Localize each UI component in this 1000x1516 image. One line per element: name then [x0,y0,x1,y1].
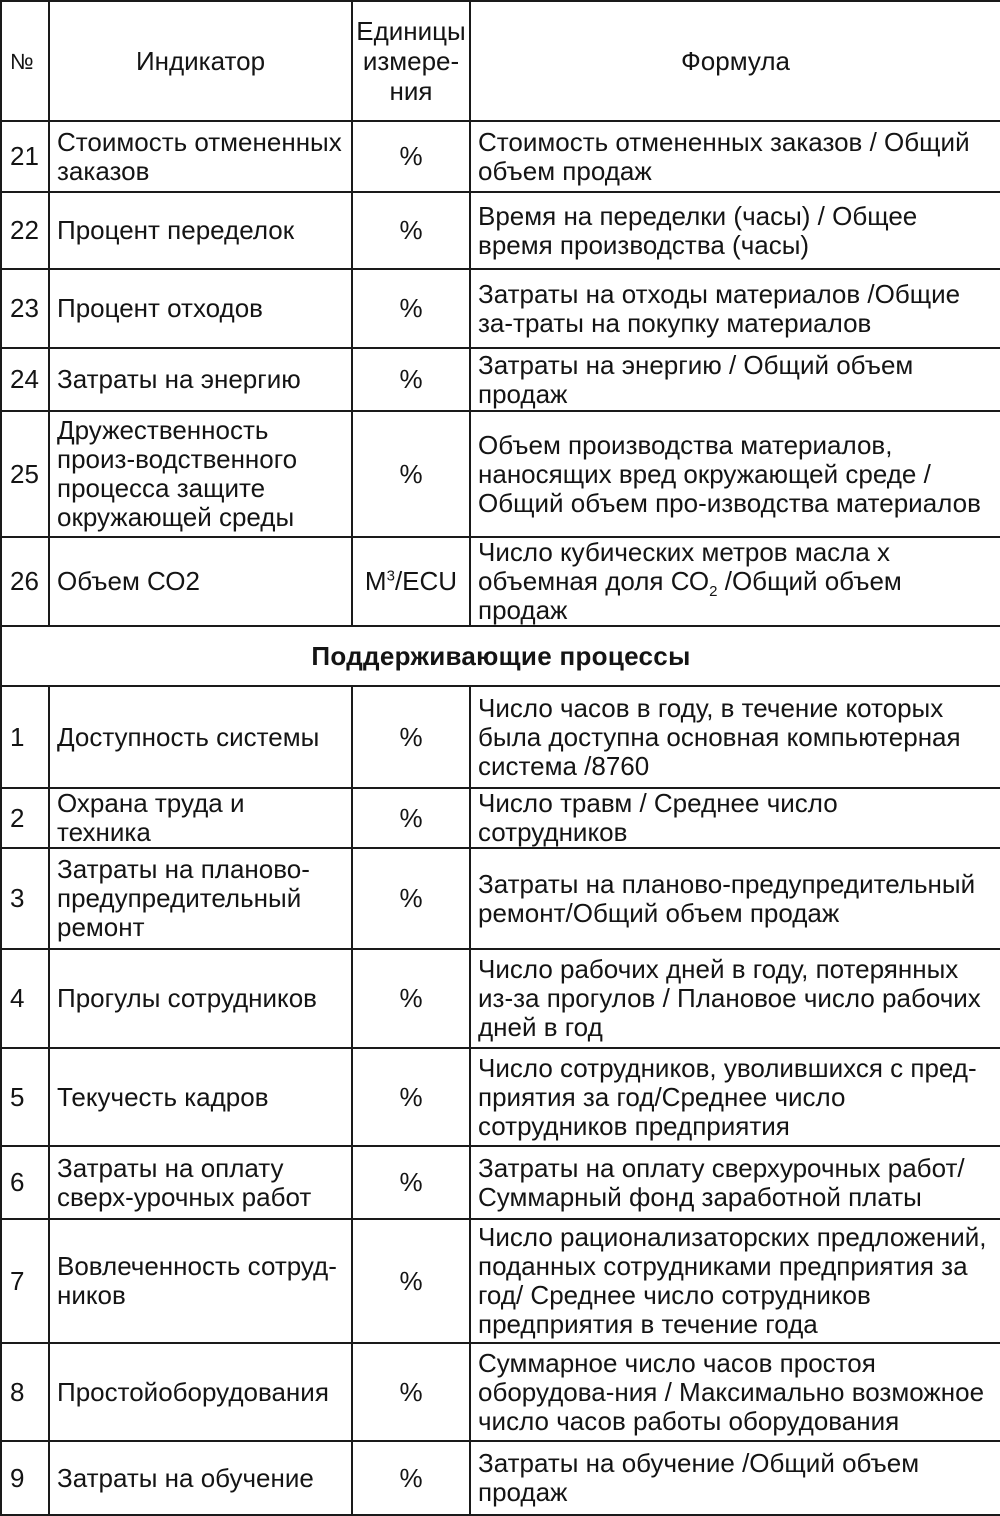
row-indicator: Затраты на обучение [49,1441,352,1515]
row-formula: Затраты на отходы материалов /Общие за-траты на покупку материалов [470,269,1000,348]
row-formula: Время на переделки (часы) / Общее время производства (часы) [470,192,1000,269]
formula-part1: Число кубических метров масла х объемная доля СО [478,537,891,596]
row-unit: % [352,1441,470,1515]
formula-subscript: 2 [709,583,718,601]
row-indicator: Стоимость отмененных заказов [49,121,352,192]
row-unit: % [352,1146,470,1219]
header-formula: Формула [470,1,1000,121]
row-formula: Затраты на планово-предупредительный ремонт/Общий объем продаж [470,848,1000,949]
table-row [1,121,1000,192]
row-unit: % [352,949,470,1048]
row-formula [470,537,1000,626]
table-row [1,686,1000,788]
unit-rest: /ECU [394,566,458,596]
row-indicator: Охрана труда и техника [49,788,352,848]
table-row [1,1146,1000,1219]
row-num: 7 [1,1219,49,1343]
row-unit [352,537,470,626]
table-row [1,1441,1000,1515]
row-num: 4 [1,949,49,1048]
header-unit-line2: измере- [362,46,460,76]
row-unit: % [352,788,470,848]
row-formula: Число рационализаторских предложений, поданных сотрудниками предприятия за год/ Среднее число сотрудников предприятия в течение года [470,1219,1000,1343]
row-formula: Число сотрудников, уволившихся с пред-приятия за год/Среднее число сотрудников предприятия [470,1048,1000,1146]
row-indicator: Доступность системы [49,686,352,788]
row-unit: % [352,848,470,949]
row-indicator: Процент отходов [49,269,352,348]
row-formula: Число часов в году, в течение которых была доступна основная компьютерная система /8760 [470,686,1000,788]
row-unit: % [352,411,470,537]
header-indicator: Индикатор [49,1,352,121]
table-row [1,848,1000,949]
row-num: 23 [1,269,49,348]
row-unit: % [352,1219,470,1343]
row-indicator: Затраты на планово-предупредительный ремонт [49,848,352,949]
table-row [1,788,1000,848]
unit-superscript: 3 [386,567,395,585]
row-indicator: Затраты на энергию [49,348,352,411]
row-num: 6 [1,1146,49,1219]
row-num: 2 [1,788,49,848]
row-formula: Число рабочих дней в году, потерянных из-за прогулов / Плановое число рабочих дней в год [470,949,1000,1048]
row-num: 5 [1,1048,49,1146]
row-formula: Объем производства материалов, наносящих вред окружающей среде / Общий объем про-изводства материалов [470,411,1000,537]
row-num: 8 [1,1343,49,1441]
row-unit: % [352,1048,470,1146]
row-unit: % [352,686,470,788]
header-num: № [1,1,49,121]
row-unit: % [352,269,470,348]
row-formula: Затраты на энергию / Общий объем продаж [470,348,1000,411]
table-row [1,348,1000,411]
row-indicator: Затраты на оплату сверх-урочных работ [49,1146,352,1219]
row-unit: % [352,348,470,411]
row-unit: % [352,121,470,192]
header-unit-line3: ния [389,76,433,106]
row-num: 9 [1,1441,49,1515]
table-row [1,269,1000,348]
formula-part2: /Общий объем продаж [478,566,902,625]
header-unit [352,1,470,121]
row-formula: Число травм / Среднее число сотрудников [470,788,1000,848]
row-unit: % [352,1343,470,1441]
row-indicator: Простойоборудования [49,1343,352,1441]
unit-base: М [364,566,387,596]
table-row [1,411,1000,537]
header-unit-line1: Единицы [356,16,466,46]
section-row [1,626,1000,686]
section-title: Поддерживающие процессы [1,626,1000,686]
table-row-co2 [1,537,1000,626]
row-formula: Затраты на оплату сверхурочных работ/ Суммарный фонд заработной платы [470,1146,1000,1219]
row-num: 1 [1,686,49,788]
row-indicator: Прогулы сотрудников [49,949,352,1048]
row-formula: Стоимость отмененных заказов / Общий объем продаж [470,121,1000,192]
row-formula: Затраты на обучение /Общий объем продаж [470,1441,1000,1515]
table-row [1,949,1000,1048]
row-num: 24 [1,348,49,411]
row-num: 21 [1,121,49,192]
table-row [1,1343,1000,1441]
row-indicator: Дружественность произ-водственного процесса защите окружающей среды [49,411,352,537]
table-row [1,192,1000,269]
row-num: 25 [1,411,49,537]
table-row [1,1219,1000,1343]
row-num: 22 [1,192,49,269]
table-row [1,1048,1000,1146]
row-indicator: Текучесть кадров [49,1048,352,1146]
row-unit: % [352,192,470,269]
row-indicator: Вовлеченность сотруд-ников [49,1219,352,1343]
table-header-row [1,1,1000,121]
row-indicator: Процент переделок [49,192,352,269]
row-formula: Суммарное число часов простоя оборудова-ния / Максимально возможное число часов работы оборудования [470,1343,1000,1441]
row-num: 3 [1,848,49,949]
row-indicator: Объем СО2 [49,537,352,626]
row-num: 26 [1,537,49,626]
